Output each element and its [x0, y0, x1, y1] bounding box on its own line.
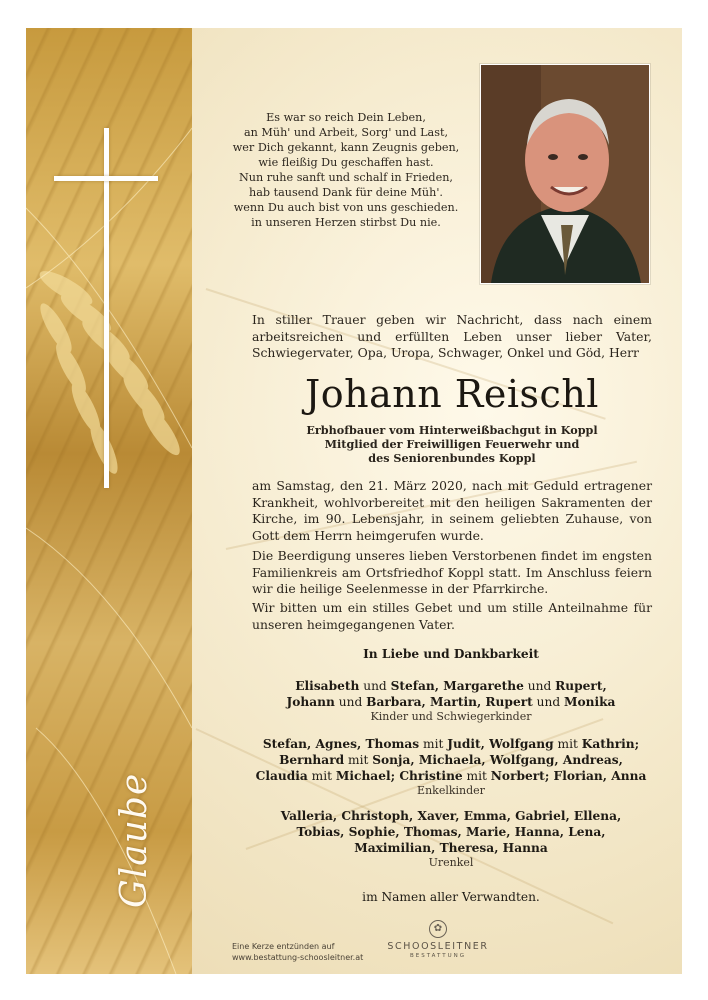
connector: und: [532, 695, 564, 709]
name-group: Kathrin;: [581, 737, 640, 751]
candle-link[interactable]: www.bestattung-schoosleitner.at: [232, 952, 364, 962]
candle-notice: [232, 942, 363, 963]
name-group: Valleria, Christoph, Xaver, Emma, Gabriel, Ellena,: [280, 809, 622, 823]
grandchildren-line: [226, 752, 676, 768]
name-group: Stefan, Margarethe: [390, 679, 524, 693]
grandchildren-line: [226, 736, 676, 752]
closing-text: im Namen aller Verwandten.: [362, 890, 540, 904]
deceased-titles: [252, 423, 652, 466]
candle-text: Eine Kerze entzünden auf: [232, 942, 335, 951]
connector: und: [523, 679, 556, 693]
name-group: Michael; Christine: [335, 769, 463, 783]
obituary-card: [26, 28, 682, 974]
great-grandchildren-block: [226, 808, 676, 870]
poem-line: Nun ruhe sanft und schalf in Frieden,: [239, 171, 453, 184]
title-line: Mitglied der Freiwilligen Feuerwehr und: [324, 437, 580, 452]
poem-line: hab tausend Dank für deine Müh'.: [249, 186, 443, 199]
name-group: Claudia: [255, 769, 308, 783]
brand-name: SCHOOSLEITNER: [387, 941, 489, 952]
children-line: [226, 678, 676, 694]
grandchildren-line: [226, 768, 676, 784]
poem-line: in unseren Herzen stirbst Du nie.: [251, 216, 441, 229]
poem-line: Es war so reich Dein Leben,: [266, 111, 426, 124]
portrait-photo: [480, 64, 650, 284]
children-role: Kinder und Schwiegerkinder: [370, 710, 532, 723]
name-group: Maximilian, Theresa, Hanna: [354, 841, 548, 855]
grandchildren-block: [226, 736, 676, 798]
wheat-side-strip: [26, 28, 192, 974]
name-group: Tobias, Sophie, Thomas, Marie, Hanna, Lena,: [296, 825, 606, 839]
grandchildren-role: Enkelkinder: [417, 784, 485, 797]
cross-icon-bar: [54, 176, 158, 181]
great-grandchildren-line: [226, 840, 676, 856]
name-group: Judit, Wolfgang: [447, 737, 554, 751]
poem-line: an Müh' und Arbeit, Sorg' und Last,: [243, 126, 448, 139]
poem-line: wie fleißig Du geschaffen hast.: [258, 156, 434, 169]
name-group: Sonja, Michaela, Wolfgang, Andreas,: [372, 753, 623, 767]
prayer-paragraph: Wir bitten um ein stilles Gebet und um stille Anteilnahme für unseren heimgegangenen Vater.: [252, 600, 652, 632]
connector: mit: [307, 769, 336, 783]
name-group: Norbert; Florian, Anna: [490, 769, 647, 783]
great-grandchildren-line: [226, 824, 676, 840]
poem-line: wenn Du auch bist von uns geschieden.: [233, 201, 459, 214]
memorial-poem: [226, 110, 466, 230]
name-group: Elisabeth: [295, 679, 360, 693]
poem-line: wer Dich gekannt, kann Zeugnis geben,: [232, 141, 460, 154]
connector: und: [359, 679, 391, 693]
thanks-heading: In Liebe und Dankbarkeit: [363, 647, 539, 661]
portrait-image: [481, 65, 649, 283]
name-group: Monika: [564, 695, 616, 709]
wheat-ears-icon: [26, 28, 192, 974]
death-paragraph: am Samstag, den 21. März 2020, nach mit Geduld ertragener Krankheit, wohlvorbereitet mit den heiligen Sakramenten der Kirche, im 90. Lebensjahr, in seinem geliebten Zuhause, von Gott dem Herrn heimgerufen wurde.: [252, 478, 652, 543]
mourners-heading: [226, 646, 676, 662]
deceased-name: Johann Reischl: [305, 372, 599, 416]
name-group: Rupert,: [555, 679, 607, 693]
name-group: Barbara, Martin, Rupert: [366, 695, 533, 709]
rose-icon: ✿: [429, 920, 447, 938]
children-line: [226, 694, 676, 710]
connector: mit: [344, 753, 373, 767]
closing-line: [226, 889, 676, 905]
funeral-home-logo: [381, 920, 495, 959]
children-block: [226, 678, 676, 724]
name-group: Stefan, Agnes, Thomas: [262, 737, 420, 751]
great-grandchildren-line: [226, 808, 676, 824]
name-group: Johann: [286, 695, 335, 709]
connector: mit: [419, 737, 448, 751]
cross-icon: [104, 128, 109, 488]
brand-subtitle: BESTATTUNG: [409, 953, 467, 959]
title-line: Erbhofbauer vom Hinterweißbachgut in Koppl: [306, 423, 598, 437]
connector: mit: [553, 737, 582, 751]
name-group: Bernhard: [279, 753, 345, 767]
connector: mit: [462, 769, 491, 783]
intro-paragraph: In stiller Trauer geben wir Nachricht, dass nach einem arbeitsreichen und erfüllten Leben unser lieber Vater, Schwiegervater, Opa, Uropa, Schwager, Onkel und Göd, Herr: [252, 312, 652, 360]
connector: und: [334, 695, 367, 709]
great-grandchildren-role: Urenkel: [428, 856, 474, 869]
funeral-paragraph: Die Beerdigung unseres lieben Verstorbenen findet im engsten Familienkreis am Ortsfriedhof Koppl statt. Im Anschluss feiern wir die heilige Seelenmesse in der Pfarrkirche.: [252, 548, 652, 596]
faith-label: Glaube: [114, 772, 155, 908]
title-line: des Seniorenbundes Koppl: [368, 451, 536, 466]
